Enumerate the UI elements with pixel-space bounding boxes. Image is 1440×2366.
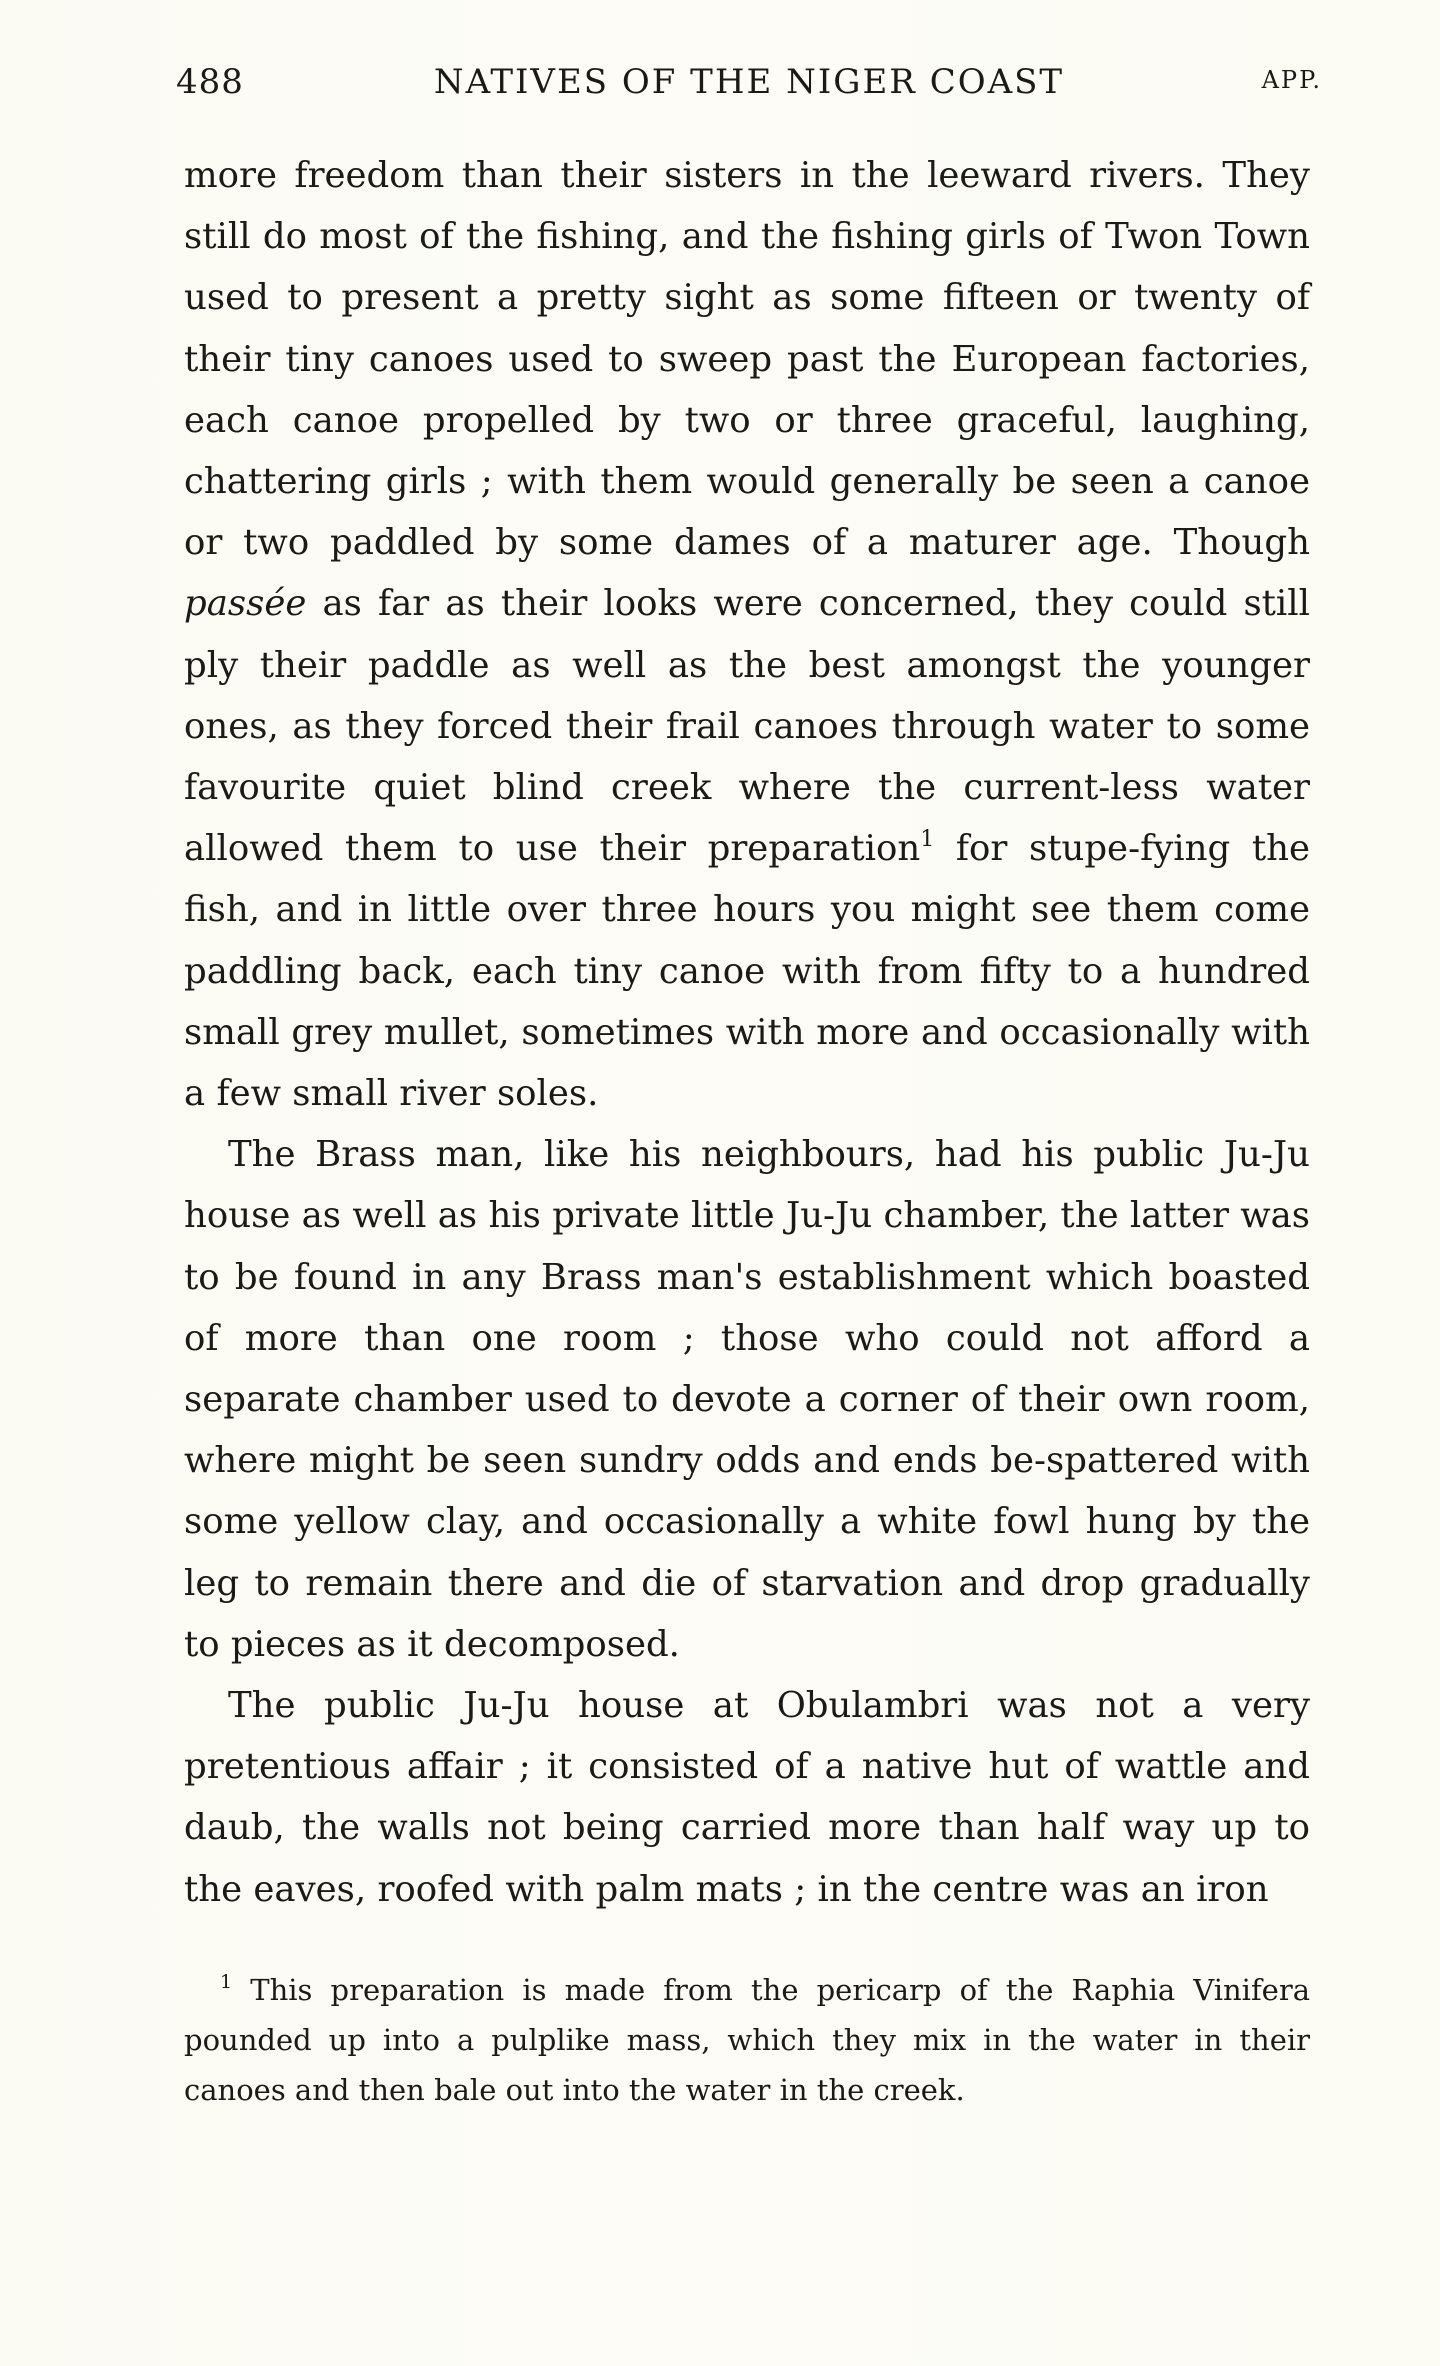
italic-term: passée xyxy=(184,583,307,625)
running-head xyxy=(176,62,1322,110)
paragraph xyxy=(184,145,1310,1124)
paragraph: The public Ju-Ju house at Obulambri was not a very pretentious affair ; it consisted of a native hut of wattle and daub, the walls not being carried more than half way up to the eaves, roofed with palm mats ; in the centre was an iron xyxy=(184,1685,1310,1910)
paragraph-text: for stupe-fying the fish, and in little over three hours you might see them come paddling back, each tiny canoe with from fifty to a hundred small grey mullet, sometimes with more and occasionally with a few small river soles. xyxy=(184,828,1310,1115)
page-number: 488 xyxy=(176,62,244,102)
section-marker: APP. xyxy=(1261,66,1322,94)
running-title: NATIVES OF THE NIGER COAST xyxy=(433,62,1065,102)
footnote-reference: 1 xyxy=(920,827,935,853)
paragraph: The Brass man, like his neighbours, had his public Ju-Ju house as well as his private little Ju-Ju chamber, the latter was to be found in any Brass man's establishment which boasted of more than one room ; those who could not afford a separate chamber used to devote a corner of their own room, where might be seen sundry odds and ends be-spattered with some yellow clay, and occasionally a white fowl hung by the leg to remain there and die of starvation and drop gradually to pieces as it decomposed. xyxy=(184,1134,1310,1665)
paragraph-text: as far as their looks were concerned, they could still ply their paddle as well as the best amongst the younger ones, as they forced their frail canoes through water to some favourite quiet blind creek where the current-less water allowed them to use their preparation xyxy=(184,583,1310,870)
footnote xyxy=(184,1965,1310,2115)
footnote-text: This preparation is made from the pericarp of the Raphia Vinifera pounded up into a pulplike mass, which they mix in the water in their canoes and then bale out into the water in the creek. xyxy=(184,1973,1310,2107)
paragraph-text: more freedom than their sisters in the leeward rivers. They still do most of the fishing, and the fishing girls of Twon Town used to present a pretty sight as some fifteen or twenty of their tiny canoes used to sweep past the European factories, each canoe propelled by two or three graceful, laughing, chattering girls ; with them would generally be seen a canoe or two paddled by some dames of a maturer age. Though xyxy=(184,155,1310,564)
footnotes xyxy=(184,1965,1310,2115)
footnote-marker: 1 xyxy=(220,1971,233,1993)
body-text xyxy=(184,145,1310,1920)
